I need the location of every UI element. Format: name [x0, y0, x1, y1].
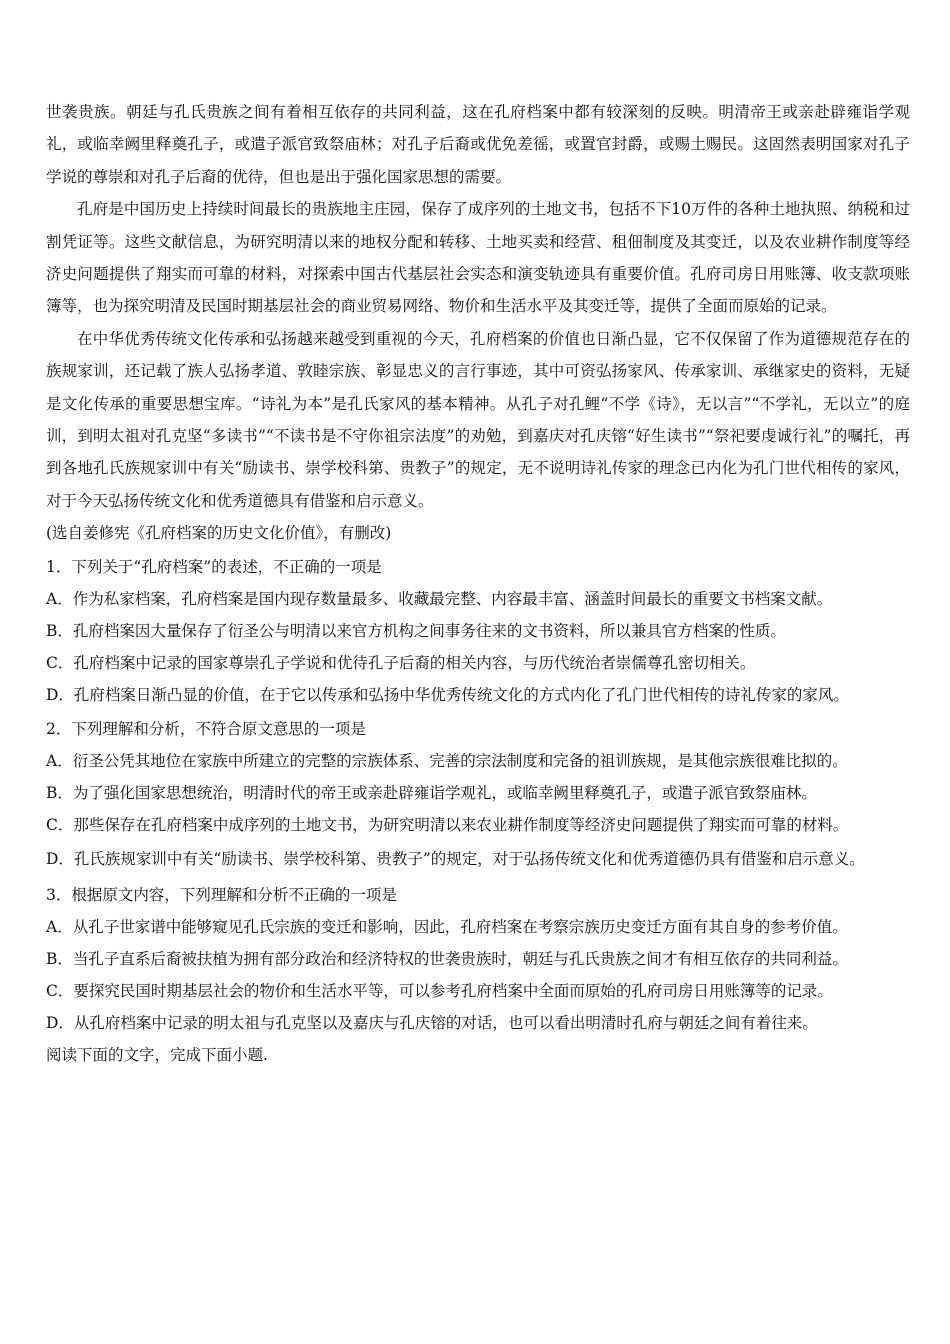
passage-paragraph-2: 孔府是中国历史上持续时间最长的贵族地主庄园，保存了成序列的土地文书，包括不下10万件的各种土地执照、纳税和过割凭证等。这些文献信息，为研究明清以来的地权分配和转移、土地买卖和经营、租佃制度及其变迁，以及农业耕作制度等经济史问题提供了翔实而可靠的材料，对探索中国古代基层社会实态和演变轨迹具有重要价值。孔府司房日用账簿、收支款项账簿等，也为探究明清及民国时期基层社会的商业贸易网络、物价和生活水平及其变迁等，提供了全面而原始的记录。	[46, 200, 910, 316]
question-1-option-d[interactable]: D．孔府档案日渐凸显的价值，在于它以传承和弘扬中华优秀传统文化的方式内化了孔门世代相传的诗礼传家的家风。	[46, 686, 849, 705]
question-2-option-a[interactable]: A．衍圣公凭其地位在家族中所建立的完整的宗族体系、完善的宗法制度和完备的祖训族规，是其他宗族很难比拟的。	[46, 752, 848, 771]
question-1-stem: 1．下列关于“孔府档案”的表述，不正确的一项是	[46, 558, 382, 577]
question-2-option-b[interactable]: B．为了强化国家思想统治，明清时代的帝王或亲赴辟雍诣学观礼，或临幸阙里释奠孔子，或遣子派官致祭庙林。	[46, 784, 817, 803]
question-2-stem: 2．下列理解和分析，不符合原文意思的一项是	[46, 720, 366, 739]
question-3-stem: 3．根据原文内容，下列理解和分析不正确的一项是	[46, 886, 397, 905]
question-2-option-d[interactable]: D．孔氏族规家训中有关“励读书、崇学校科第、贵教子”的规定，对于弘扬传统文化和优秀道德仍具有借鉴和启示意义。	[46, 850, 865, 869]
question-2	[46, 713, 910, 877]
question-3-option-b[interactable]: B．当孔子直系后裔被扶植为拥有部分政治和经济特权的世袭贵族时，朝廷与孔氏贵族之间才有相互依存的共同利益。	[46, 950, 848, 969]
document-page	[46, 96, 910, 1071]
question-1-option-a[interactable]: A．作为私家档案，孔府档案是国内现存数量最多、收藏最完整、内容最丰富、涵盖时间最长的重要文书档案文献。	[46, 590, 833, 609]
question-1	[46, 551, 910, 711]
question-3-option-d[interactable]: D．从孔府档案中记录的明太祖与孔克坚以及嘉庆与孔庆镕的对话，也可以看出明清时孔府与朝廷之间有着往来。	[46, 1014, 818, 1033]
question-1-option-c[interactable]: C．孔府档案中记录的国家尊崇孔子学说和优待孔子后裔的相关内容，与历代统治者崇儒尊孔密切相关。	[46, 654, 756, 673]
question-3	[46, 879, 910, 1039]
question-1-option-b[interactable]: B．孔府档案因大量保存了衍圣公与明清以来官方机构之间事务往来的文书资料，所以兼具官方档案的性质。	[46, 622, 786, 641]
passage-paragraph-3: 在中华优秀传统文化传承和弘扬越来越受到重视的今天，孔府档案的价值也日渐凸显，它不仅保留了作为道德规范存在的族规家训，还记载了族人弘扬孝道、敦睦宗族、彰显忠义的言行事迹，其中可资弘扬家风、传承家训、承继家史的资料，无疑是文化传承的重要思想宝库。“诗礼为本”是孔氏家风的基本精神。从孔子对孔鲤“不学《诗》，无以言”“不学礼，无以立”的庭训，到明太祖对孔克坚“多读书”“不读书是不守你祖宗法度”的劝勉，到嘉庆对孔庆镕“好生读书”“祭祀要虔诚行礼”的嘱托，再到各地孔氏族规家训中有关“励读书、崇学校科第、贵教子”的规定，无不说明诗礼传家的理念已内化为孔门世代相传的家风，对于今天弘扬传统文化和优秀道德具有借鉴和启示意义。	[46, 329, 910, 510]
closing-instruction: 阅读下面的文字，完成下面小题.	[46, 1046, 268, 1065]
question-2-option-c[interactable]: C．那些保存在孔府档案中成序列的土地文书，为研究明清以来农业耕作制度等经济史问题提供了翔实而可靠的材料。	[46, 816, 849, 835]
question-3-option-a[interactable]: A．从孔子世家谱中能够窥见孔氏宗族的变迁和影响，因此，孔府档案在考察宗族历史变迁方面有其自身的参考价值。	[46, 918, 848, 937]
passage-paragraph-1: 世袭贵族。朝廷与孔氏贵族之间有着相互依存的共同利益，这在孔府档案中都有较深刻的反映。明清帝王或亲赴辟雍诣学观礼，或临幸阙里释奠孔子，或遣子派官致祭庙林；对孔子后裔或优免差徭，或置官封爵，或赐土赐民。这固然表明国家对孔子学说的尊崇和对孔子后裔的优待，但也是出于强化国家思想的需要。	[46, 103, 910, 186]
question-3-option-c[interactable]: C．要探究民国时期基层社会的物价和生活水平等，可以参考孔府档案中全面而原始的孔府司房日用账簿等的记录。	[46, 982, 833, 1001]
passage-source: (选自姜修宪《孔府档案的历史文化价值》，有删改)	[46, 524, 392, 543]
